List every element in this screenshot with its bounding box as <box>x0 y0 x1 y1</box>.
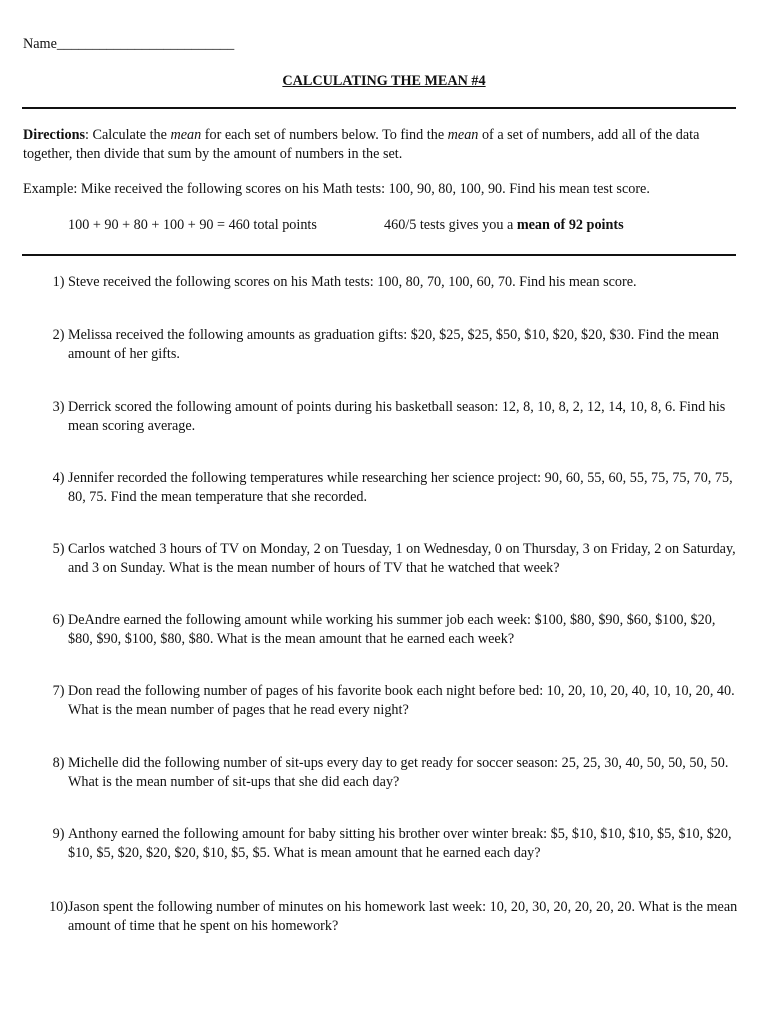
problem-number: 6) <box>52 612 65 628</box>
directions-text-2: for each set of numbers below. To find the <box>201 127 448 143</box>
problem-number: 10) <box>49 899 68 915</box>
problem-text: Melissa received the following amounts as graduation gifts: $20, $25, $25, $50, $10, $20, $20, $30. Find the mean amount of her gifts. <box>68 327 719 362</box>
problem-number: 7) <box>52 683 65 699</box>
problem-text: Michelle did the following number of sit-ups every day to get ready for soccer season: 25, 25, 30, 40, 50, 50, 50, 50. What is the mean number of sit-ups that she did each day? <box>68 755 729 790</box>
example-result <box>384 216 624 235</box>
example-result-bold: mean of 92 points <box>516 217 624 233</box>
problem-number: 1) <box>52 274 65 290</box>
problem-number: 2) <box>52 327 65 343</box>
example-sum: 100 + 90 + 80 + 100 + 90 = 460 total points <box>68 217 317 233</box>
problem-text: DeAndre earned the following amount while working his summer job each week: $100, $80, $90, $60, $100, $20, $80, $90, $100, $80, $80. What is the mean amount that he earned each week? <box>68 612 716 647</box>
problem-5 <box>23 540 739 578</box>
problem-number: 9) <box>52 826 65 842</box>
example-text: Example: Mike received the following scores on his Math tests: 100, 90, 80, 100, 90. Find his mean test score. <box>23 181 650 197</box>
worksheet-title: CALCULATING THE MEAN #4 <box>282 73 486 89</box>
problem-text: Jason spent the following number of minutes on his homework last week: 10, 20, 30, 20, 20, 20, 20. What is the mean amount of time that he spent on his homework? <box>68 899 738 934</box>
problem-4 <box>23 469 739 507</box>
problem-number: 3) <box>52 399 65 415</box>
directions-paragraph <box>23 126 735 164</box>
problem-2 <box>23 326 739 364</box>
problem-8 <box>23 754 739 792</box>
mean-term-2: mean <box>447 127 479 143</box>
problem-number: 5) <box>52 541 65 557</box>
problem-text: Don read the following number of pages of his favorite book each night before bed: 10, 20, 10, 20, 40, 10, 10, 20, 40. What is the mean number of pages that he read every night? <box>68 683 735 718</box>
problem-text: Derrick scored the following amount of points during his basketball season: 12, 8, 10, 8, 2, 12, 14, 10, 8, 6. Find his mean scoring average. <box>68 399 726 434</box>
example-result-text: 460/5 tests gives you a <box>384 217 517 233</box>
problem-number: 4) <box>52 470 65 486</box>
problem-number: 8) <box>52 755 65 771</box>
directions-label: Directions <box>23 127 85 143</box>
problem-text: Anthony earned the following amount for baby sitting his brother over winter break: $5, $10, $10, $10, $5, $10, $20, $10, $5, $20, $20, $20, $10, $5, $5. What is mean amount that he earned each day? <box>68 826 732 861</box>
problem-7 <box>23 682 739 720</box>
problem-1 <box>23 273 739 292</box>
problem-9 <box>23 825 739 863</box>
top-divider <box>22 107 736 109</box>
problem-text: Steve received the following scores on his Math tests: 100, 80, 70, 100, 60, 70. Find his mean score. <box>68 274 637 290</box>
directions-text-3: of a set of numbers, add all of the data together, then divide that sum by the amount of numbers in the set. <box>23 127 700 162</box>
problem-text: Carlos watched 3 hours of TV on Monday, 2 on Tuesday, 1 on Wednesday, 0 on Thursday, 3 on Friday, 2 on Saturday, and 3 on Sunday. What is the mean number of hours of TV that he watched that week? <box>68 541 736 576</box>
mean-term-1: mean <box>170 127 202 143</box>
problem-10 <box>23 898 739 936</box>
problem-6 <box>23 611 739 649</box>
problem-text: Jennifer recorded the following temperatures while researching her science project: 90, 60, 55, 60, 55, 75, 75, 70, 75, 80, 75. Find the mean temperature that she recorded. <box>68 470 733 505</box>
example-divider <box>22 254 736 256</box>
directions-text-1: : Calculate the <box>85 127 171 143</box>
name-field-label: Name_________________________ <box>23 36 235 52</box>
problem-3 <box>23 398 739 436</box>
